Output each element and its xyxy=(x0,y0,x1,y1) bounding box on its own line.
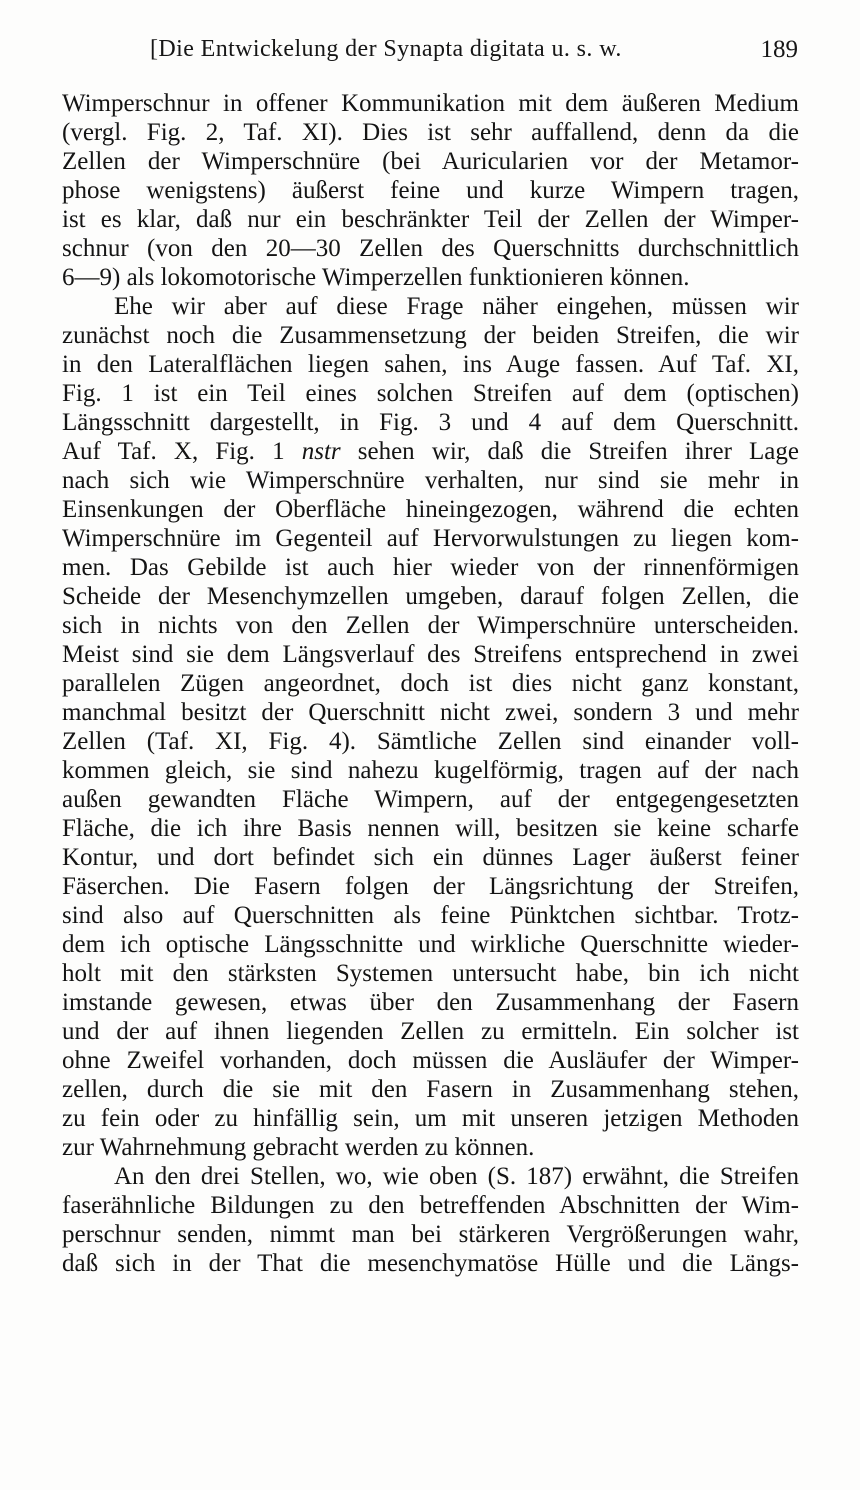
text-line: zu fein oder zu hinfällig sein, um mit unseren jetzigen Methoden xyxy=(62,1105,799,1132)
page-number: 189 xyxy=(760,36,798,63)
body-text xyxy=(62,89,799,1278)
text-line: men. Das Gebilde ist auch hier wieder von der rinnenförmigen xyxy=(62,554,799,581)
page-header xyxy=(150,36,798,72)
text-line: Fig. 1 ist ein Teil eines solchen Streifen auf dem (optischen) xyxy=(62,380,799,407)
text-line: (vergl. Fig. 2, Taf. XI). Dies ist sehr auffallend, denn da die xyxy=(62,119,799,146)
text-line-with-italic xyxy=(62,437,799,466)
text-line: Wimperschnur in offener Kommunikation mit dem äußeren Medium xyxy=(62,90,799,117)
text-line: Wimperschnüre im Gegenteil auf Hervorwulstungen zu liegen kom- xyxy=(62,525,799,552)
italic-abbreviation: nstr xyxy=(301,438,341,465)
text-line: zellen, durch die sie mit den Fasern in Zusammenhang stehen, xyxy=(62,1076,799,1103)
text-line: und der auf ihnen liegenden Zellen zu ermitteln. Ein solcher ist xyxy=(62,1018,799,1045)
text-line: Einsenkungen der Oberfläche hineingezogen, während die echten xyxy=(62,496,799,523)
text-line: Meist sind sie dem Längsverlauf des Streifens entsprechend in zwei xyxy=(62,641,799,668)
text-line: außen gewandten Fläche Wimpern, auf der entgegengesetzten xyxy=(62,786,799,813)
text-line: Zellen (Taf. XI, Fig. 4). Sämtliche Zellen sind einander voll- xyxy=(62,728,799,755)
text-line: sich in nichts von den Zellen der Wimperschnüre unterscheiden. xyxy=(62,612,799,639)
text-line: phose wenigstens) äußerst feine und kurze Wimpern tragen, xyxy=(62,177,799,204)
text-line: holt mit den stärksten Systemen untersucht habe, bin ich nicht xyxy=(62,960,799,987)
text-line: An den drei Stellen, wo, wie oben (S. 187) erwähnt, die Streifen xyxy=(114,1163,799,1190)
text-line: Ehe wir aber auf diese Frage näher eingehen, müssen wir xyxy=(114,293,799,320)
text-line: daß sich in der That die mesenchymatöse Hülle und die Längs- xyxy=(62,1250,799,1277)
text-line: schnur (von den 20—30 Zellen des Querschnitts durchschnittlich xyxy=(62,235,799,262)
text-line: manchmal besitzt der Querschnitt nicht zwei, sondern 3 und mehr xyxy=(62,699,799,726)
text-line: sind also auf Querschnitten als feine Pünktchen sichtbar. Trotz- xyxy=(62,902,799,929)
text-line: Fläche, die ich ihre Basis nennen will, besitzen sie keine scharfe xyxy=(62,815,799,842)
text-line: ist es klar, daß nur ein beschränkter Teil der Zellen der Wimper- xyxy=(62,206,799,233)
text-line: zur Wahrnehmung gebracht werden zu können. xyxy=(62,1134,535,1161)
text-line: faserähnliche Bildungen zu den betreffenden Abschnitten der Wim- xyxy=(62,1192,799,1219)
text-line: perschnur senden, nimmt man bei stärkeren Vergrößerungen wahr, xyxy=(62,1221,799,1248)
text-line: Fäserchen. Die Fasern folgen der Längsrichtung der Streifen, xyxy=(62,873,799,900)
text-segment: sehen wir, daß die Streifen ihrer Lage xyxy=(340,438,800,465)
text-line: Zellen der Wimperschnüre (bei Auricularien vor der Metamor- xyxy=(62,148,799,175)
text-line: kommen gleich, sie sind nahezu kugelförmig, tragen auf der nach xyxy=(62,757,799,784)
text-line: zunächst noch die Zusammensetzung der beiden Streifen, die wir xyxy=(62,322,799,349)
text-line: imstande gewesen, etwas über den Zusammenhang der Fasern xyxy=(62,989,799,1016)
text-line: 6—9) als lokomotorische Wimperzellen funktionieren können. xyxy=(62,264,690,291)
text-line: nach sich wie Wimperschnüre verhalten, nur sind sie mehr in xyxy=(62,467,799,494)
text-line: dem ich optische Längsschnitte und wirkliche Querschnitte wieder- xyxy=(62,931,799,958)
text-line: Längsschnitt dargestellt, in Fig. 3 und 4 auf dem Querschnitt. xyxy=(62,409,799,436)
running-head: [Die Entwickelung der Synapta digitata u. s. w. xyxy=(150,36,622,62)
text-segment: Auf Taf. X, Fig. 1 xyxy=(62,438,302,465)
text-line: parallelen Zügen angeordnet, doch ist dies nicht ganz konstant, xyxy=(62,670,799,697)
text-line: Kontur, und dort befindet sich ein dünnes Lager äußerst feiner xyxy=(62,844,799,871)
text-line: ohne Zweifel vorhanden, doch müssen die Ausläufer der Wimper- xyxy=(62,1047,799,1074)
text-line: in den Lateralflächen liegen sahen, ins Auge fassen. Auf Taf. XI, xyxy=(62,351,799,378)
text-line: Scheide der Mesenchymzellen umgeben, darauf folgen Zellen, die xyxy=(62,583,799,610)
